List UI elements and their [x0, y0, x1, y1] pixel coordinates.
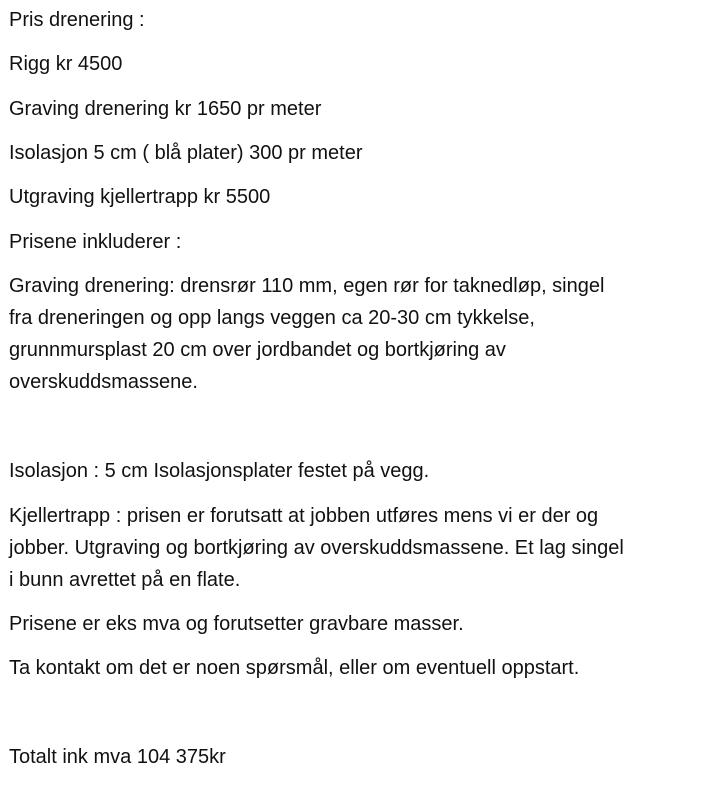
- contact-note: Ta kontakt om det er noen spørsmål, eller om eventuell oppstart.: [9, 657, 580, 679]
- mva-note: Prisene er eks mva og forutsetter gravbare masser.: [9, 613, 464, 635]
- isolasjon-paragraph: Isolasjon : 5 cm Isolasjonsplater festet på vegg.: [9, 460, 430, 482]
- total-price: Totalt ink mva 104 375kr: [9, 746, 226, 768]
- includes-heading: Prisene inkluderer :: [9, 231, 182, 253]
- graving-paragraph: [9, 270, 709, 398]
- kjellertrapp-line: i bunn avrettet på en flate.: [9, 569, 241, 591]
- graving-line: fra dreneringen og opp langs veggen ca 20-30 cm tykkelse,: [9, 307, 535, 329]
- price-heading: Pris drenering :: [9, 9, 145, 31]
- kjellertrapp-line: Kjellertrapp : prisen er forutsatt at jobben utføres mens vi er der og: [9, 505, 599, 527]
- kjellertrapp-paragraph: [9, 500, 709, 596]
- price-rigg: Rigg kr 4500: [9, 53, 123, 75]
- price-kjellertrapp: Utgraving kjellertrapp kr 5500: [9, 186, 271, 208]
- kjellertrapp-line: jobber. Utgraving og bortkjøring av overskuddsmassene. Et lag singel: [9, 537, 624, 559]
- graving-line: overskuddsmassene.: [9, 371, 198, 393]
- price-isolasjon: Isolasjon 5 cm ( blå plater) 300 pr meter: [9, 142, 363, 164]
- graving-line: Graving drenering: drensrør 110 mm, egen rør for taknedløp, singel: [9, 275, 605, 297]
- price-graving: Graving drenering kr 1650 pr meter: [9, 98, 322, 120]
- graving-line: grunnmursplast 20 cm over jordbandet og bortkjøring av: [9, 339, 506, 361]
